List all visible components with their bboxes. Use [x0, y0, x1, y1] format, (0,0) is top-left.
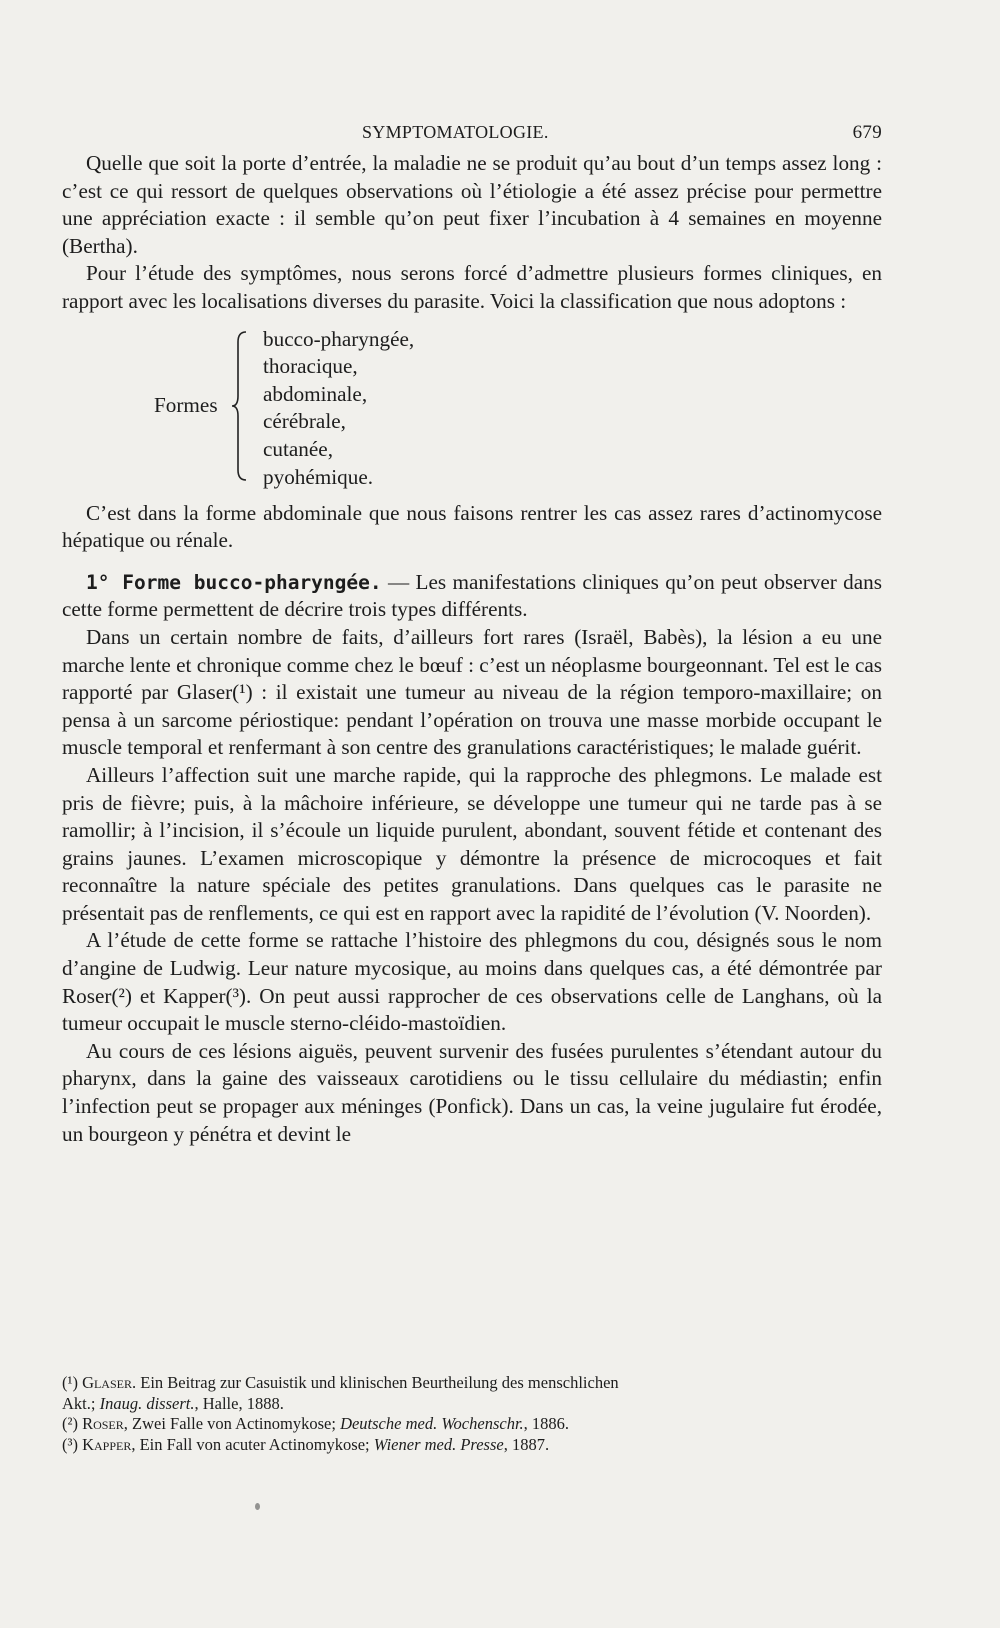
- footnote-mark: (¹): [62, 1373, 78, 1392]
- page-number: 679: [852, 122, 882, 143]
- paragraph-classification-intro: Pour l’étude des symptômes, nous serons forcé d’admettre plusieurs formes cliniques, en rapport avec les localisations diverses du parasite. Voici la classification que nous adoptons :: [62, 261, 882, 313]
- footnote-author: Glaser.: [82, 1373, 137, 1392]
- form-item: pyohémique.: [263, 464, 374, 489]
- brace-icon: [232, 330, 252, 482]
- footnote-source: Wiener med. Presse: [373, 1434, 504, 1454]
- footnote-author: Roser,: [82, 1414, 128, 1433]
- paragraph-acute-type: Ailleurs l’affection suit une marche rapide, qui la rapproche des phlegmons. Le malade est pris de fièvre; puis, à la mâchoire inférieure, se développe une tumeur qui ne tarde pas à se ramollir; à l’incision, il s’écoule un liquide purulent, abondant, souvent fétide et contenant des grains jaunes. L’examen microscopique y démontre la présence de microcoques et fait reconnaître la nature spéciale des petites granulations. Dans quelques cas le parasite ne présentait pas de renflements, ce qui est en rapport avec la rapidité de l’évolution (V. Noorden).: [62, 762, 882, 925]
- section-intro: — Les manifestations cliniques qu’on peut observer dans cette forme permettent de décrire trois types différents.: [62, 569, 883, 622]
- form-item: thoracique,: [263, 354, 358, 379]
- section-heading: 1° Forme bucco-pharyngée.: [86, 570, 382, 594]
- body-text: [62, 150, 882, 1148]
- paragraph-abdominal-note: C’est dans la forme abdominale que nous faisons rentrer les cas assez rares d’actinomycose hépatique ou rénale.: [62, 500, 882, 553]
- footnote-mark: (²): [62, 1414, 78, 1433]
- footnote-source: Deutsche med. Wochenschr.: [340, 1414, 524, 1433]
- paragraph-incubation: Quelle que soit la porte d’entrée, la maladie ne se produit qu’au bout d’un temps assez long : c’est ce qui ressort de quelques observations où l’étiologie a été assez précise pour permettre une appréciation exacte : il semble qu’on peut fixer l’incubation à 4 semaines en moyenne (Bertha).: [62, 151, 882, 258]
- footnote-text: Akt.;: [62, 1393, 100, 1413]
- paragraph-chronic-type: Dans un certain nombre de faits, d’ailleurs fort rares (Israël, Babès), la lésion a eu une marche lente et chronique comme chez le bœuf : c’est un néoplasme bourgeonnant. Tel est le cas rapporté par Glaser(¹) : il existait une tumeur au niveau de la région temporo-maxillaire; on pensa à un sarcome périostique: pendant l’opération on trouva une masse morbide occupant le muscle temporal et renfermant à son centre des granulations caractéristiques; le malade guérit.: [62, 624, 882, 760]
- paragraph-forme-bucco: [62, 569, 882, 624]
- running-header: [62, 118, 882, 146]
- footnote-text: , Halle, 1888.: [194, 1393, 284, 1413]
- footnote-text: Ein Beitrag zur Casuistik und klinischen Beurtheilung des menschlichen: [136, 1373, 619, 1392]
- forms-list: [263, 326, 414, 492]
- paragraph-complications: Au cours de ces lésions aiguës, peuvent survenir des fusées purulentes s’étendant autour du pharynx, dans la gaine des vaisseaux carotidiens ou le tissu cellulaire du médiastin; enfin l’infection peut se propager aux méninges (Ponfick). Dans un cas, la veine jugulaire fut érodée, un bourgeon y pénétra et devint le: [62, 1038, 882, 1146]
- classification-table: [62, 326, 882, 490]
- footnote-1-cont: [62, 1394, 882, 1415]
- footnote-2: [62, 1414, 882, 1435]
- footnote-author: Kapper,: [82, 1434, 136, 1454]
- form-item: bucco-pharyngée,: [263, 326, 415, 351]
- footnote-text: , 1886.: [523, 1414, 570, 1433]
- form-item: cutanée,: [263, 436, 333, 461]
- footnotes: [62, 1373, 882, 1455]
- paragraph-ludwig: A l’étude de cette forme se rattache l’histoire des phlegmons du cou, désignés sous le nom d’angine de Ludwig. Leur nature mycosique, au moins dans quelques cas, a été démontrée par Roser(²) et Kapper(³). On peut aussi rapprocher de ces observations celle de Langhans, où la tumeur occupait le muscle sterno-cléido-mastoïdien.: [62, 928, 882, 1036]
- form-item: cérébrale,: [263, 409, 346, 434]
- formes-label: Formes: [154, 392, 218, 417]
- running-title: SYMPTOMATOLOGIE.: [362, 122, 549, 142]
- footnote-mark: (³): [62, 1434, 78, 1454]
- footnote-text: Zwei Falle von Actinomykose;: [127, 1414, 341, 1433]
- footnote-source: Inaug. dissert.: [99, 1393, 195, 1413]
- footnote-text: , 1887.: [503, 1434, 550, 1454]
- ink-spot: [255, 1503, 260, 1510]
- footnote-1: [62, 1373, 882, 1394]
- form-item: abdominale,: [263, 381, 368, 406]
- footnote-text: Ein Fall von acuter Actinomykose;: [135, 1434, 374, 1454]
- footnote-3: [62, 1435, 882, 1456]
